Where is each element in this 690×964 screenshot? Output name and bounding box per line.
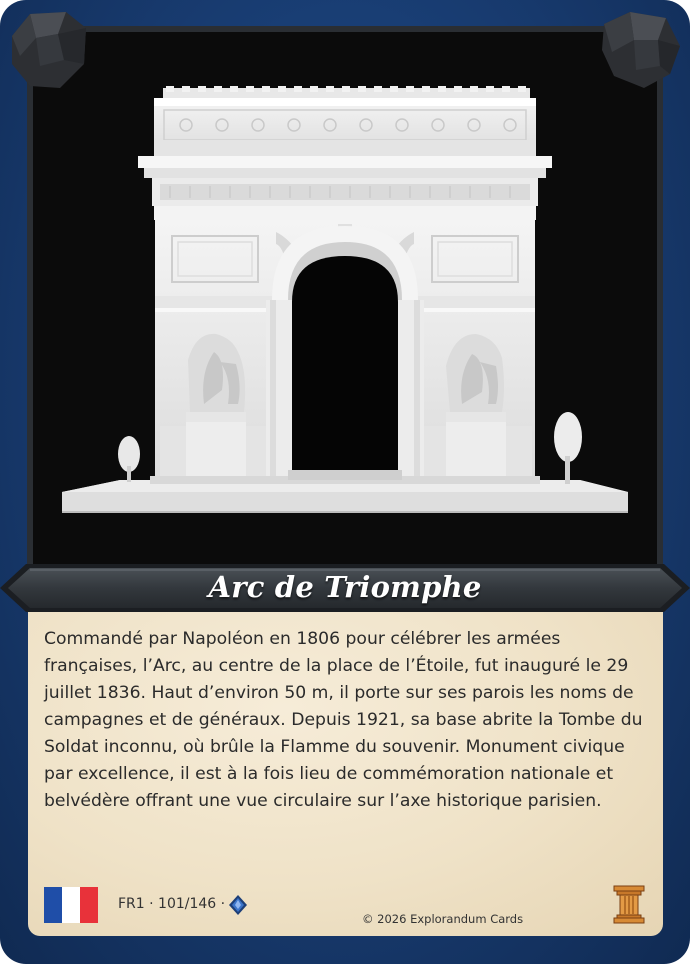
card-title: Arc de Triomphe [208,570,482,604]
card-description: Commandé par Napoléon en 1806 pour célébrer les armées françaises, l’Arc, au centre de la place de l’Étoile, fut inauguré le 29 juillet 1836. Haut d’environ 50 m, il porte sur ses parois les noms de campagnes et de généraux. Depuis 1921, sa base abrite la Tombe du Soldat inconnu, où brûle la Flamme du souvenir. Monument civique par excellence, il est à la fois lieu de commémoration nationale et belvédère offrant une vue circulaire sur l’axe historique parisien. [44,629,643,811]
flag-stripe-red [80,887,98,923]
copyright-text: © 2026 Explorandum Cards [362,912,524,926]
card-number: FR1 · 101/146 · [118,896,226,912]
diamond-icon [228,894,248,916]
column-icon [612,884,646,924]
france-flag-icon [44,887,98,923]
flag-stripe-blue [44,887,62,923]
flag-stripe-white [62,887,80,923]
